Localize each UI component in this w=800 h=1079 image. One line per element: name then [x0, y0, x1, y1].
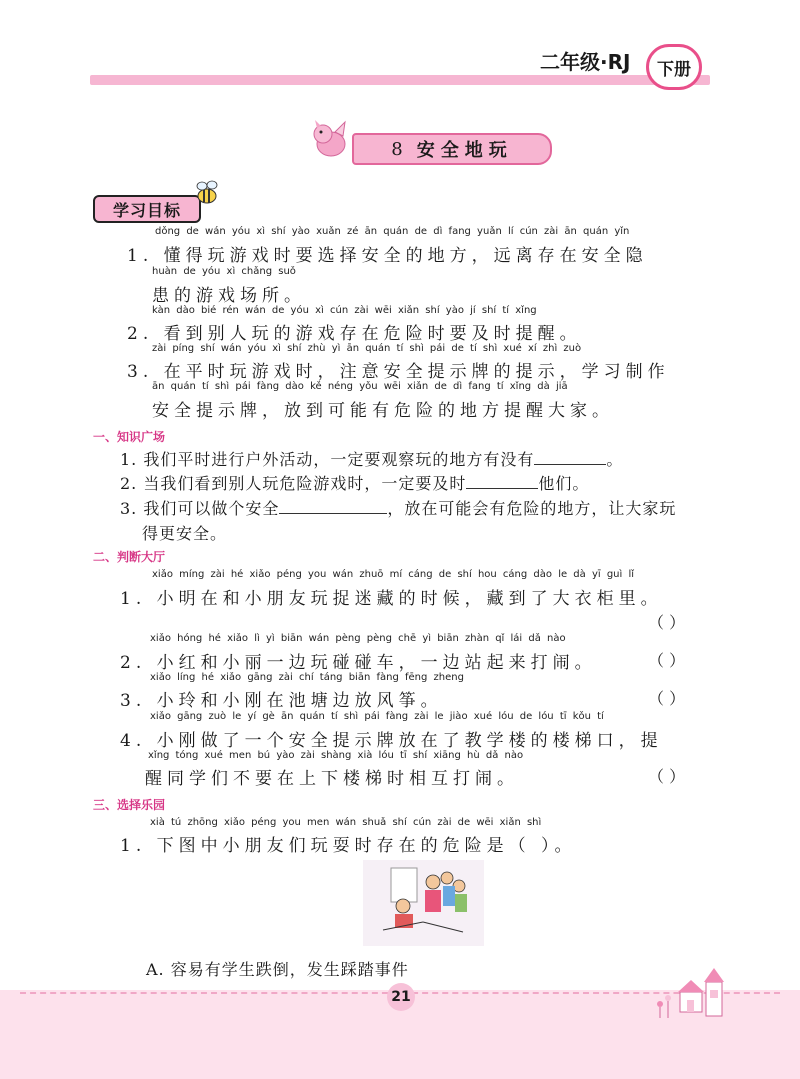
judge-4-line-1 — [120, 726, 663, 751]
goal-1-line-1 — [127, 241, 648, 266]
judge-2-pinyin: xiǎo hóng hé xiǎo lì yì biān wán pèng pèng chē yì biān zhàn qǐ lái dǎ nào — [150, 633, 566, 644]
goal-1-number: 1. — [127, 246, 154, 266]
fill-blank-2 — [120, 471, 589, 494]
choice-1-line — [120, 831, 577, 856]
judge-1-pinyin: xiǎo míng zài hé xiǎo péng you wán zhuō mí cáng de shí hou cáng dào le dà yī guì lǐ — [152, 569, 635, 580]
judge-1-line — [120, 584, 663, 609]
grade-label: 二年级·RJ — [540, 50, 631, 74]
lesson-title-banner — [352, 133, 552, 165]
fill-blank-2-number: 2. — [120, 474, 138, 493]
judge-4-text-1: 小刚做了一个安全提示牌放在了教学楼的楼梯口，提 — [156, 731, 663, 751]
judge-4-answer[interactable]: （ ） — [648, 767, 686, 786]
section-knowledge-heading: 一、知识广场 — [93, 430, 166, 444]
judge-3-line — [120, 686, 443, 711]
header-band — [90, 75, 710, 85]
answer-blank[interactable] — [279, 499, 387, 514]
judge-3-number: 3. — [120, 691, 147, 711]
section-judge-heading: 二、判断大厅 — [93, 550, 166, 564]
judge-2-number: 2. — [120, 653, 147, 673]
goal-2-number: 2. — [127, 324, 154, 344]
judge-4-number: 4. — [120, 731, 147, 751]
goal-3-text-1: 在平时玩游戏时，注意安全提示牌的提示，学习制作 — [163, 362, 670, 382]
goal-2-pinyin: kàn dào bié rén wán de yóu xì cún zài wēi xiǎn shí yào jí shí tí xǐng — [152, 305, 537, 316]
fill-blank-3 — [120, 496, 676, 519]
goal-1-pinyin-2: huàn de yóu xì chǎng suǒ — [152, 266, 296, 277]
section-choice-heading: 三、选择乐园 — [93, 798, 166, 812]
judge-3-pinyin: xiǎo líng hé xiǎo gāng zài chí táng biān fàng fēng zheng — [150, 672, 464, 683]
dragon-mascot-icon — [305, 114, 353, 162]
goal-3-line-1 — [127, 357, 670, 382]
fill-blank-1-end: 。 — [606, 450, 624, 469]
choice-option-a[interactable]: A. 容易有学生跌倒，发生踩踏事件 — [146, 960, 409, 979]
fill-blank-1-number: 1. — [120, 450, 138, 469]
goal-1-text-2: 患的游戏场所。 — [152, 286, 306, 306]
fill-blank-2-text: 当我们看到别人玩危险游戏时，一定要及时 — [143, 474, 467, 493]
volume-badge: 下册 — [646, 44, 702, 90]
judge-1-answer[interactable]: （ ） — [648, 613, 686, 632]
judge-2-line — [120, 648, 597, 673]
goal-3-pinyin-1: zài píng shí wán yóu xì shí zhù yì ān quán tí shì pái de tí shì xué xí zhì zuò — [152, 343, 582, 354]
fill-blank-1 — [120, 447, 623, 470]
judge-3-text: 小玲和小刚在池塘边放风筝。 — [156, 691, 443, 711]
judge-2-answer[interactable]: （ ） — [648, 651, 686, 670]
castle-decoration-icon — [650, 968, 740, 1020]
fill-blank-1-text: 我们平时进行户外活动，一定要观察玩的地方有没有 — [143, 450, 535, 469]
goal-2-line — [127, 319, 582, 344]
judge-3-answer[interactable]: （ ） — [648, 689, 686, 708]
judge-1-number: 1. — [120, 589, 147, 609]
goal-3-pinyin-2: ān quán tí shì pái fàng dào kě néng yǒu wēi xiǎn de dì fang tí xǐng dà jiā — [152, 381, 568, 392]
fill-blank-3-continued: 得更安全。 — [142, 524, 228, 543]
goals-heading: 学习目标 — [93, 195, 201, 223]
fill-blank-3-text: 我们可以做个安全 — [143, 499, 280, 518]
choice-1-number: 1. — [120, 836, 147, 856]
bee-icon — [190, 176, 224, 210]
goal-1-pinyin-1: dǒng de wán yóu xì shí yào xuǎn zé ān quán de dì fang yuǎn lí cún zài ān quán yǐn — [155, 226, 630, 237]
goal-1-text-1: 懂得玩游戏时要选择安全的地方，远离存在安全隐 — [163, 246, 648, 266]
page-number: 21 — [387, 983, 415, 1011]
children-playing-illustration — [363, 860, 484, 946]
goal-3-number: 3. — [127, 362, 154, 382]
lesson-title: 安全地玩 — [416, 140, 513, 161]
judge-1-text: 小明在和小朋友玩捉迷藏的时候，藏到了大衣柜里。 — [156, 589, 663, 609]
fill-blank-2-end: 他们。 — [538, 474, 590, 493]
goal-3-text-2: 安全提示牌，放到可能有危险的地方提醒大家。 — [152, 401, 614, 421]
lesson-number: 8 — [391, 138, 403, 160]
choice-1-text: 下图中小朋友们玩耍时存在的危险是（ ）。 — [156, 836, 577, 856]
fill-blank-3-number: 3. — [120, 499, 138, 518]
answer-blank[interactable] — [534, 450, 606, 465]
answer-blank[interactable] — [466, 474, 538, 489]
fill-blank-3-end: ，放在可能会有危险的地方，让大家玩 — [387, 499, 677, 518]
judge-2-text: 小红和小丽一边玩碰碰车，一边站起来打闹。 — [156, 653, 597, 673]
judge-4-pinyin-1: xiǎo gāng zuò le yí gè ān quán tí shì pái fàng zài le jiào xué lóu de lóu tī kǒu tí — [150, 711, 604, 722]
goal-2-text: 看到别人玩的游戏存在危险时要及时提醒。 — [163, 324, 582, 344]
choice-1-pinyin: xià tú zhōng xiǎo péng you men wán shuǎ shí cún zài de wēi xiǎn shì — [150, 817, 542, 828]
judge-4-pinyin-2: xǐng tóng xué men bú yào zài shàng xià lóu tī shí xiāng hù dǎ nào — [148, 750, 524, 761]
judge-4-text-2: 醒同学们不要在上下楼梯时相互打闹。 — [145, 769, 519, 789]
